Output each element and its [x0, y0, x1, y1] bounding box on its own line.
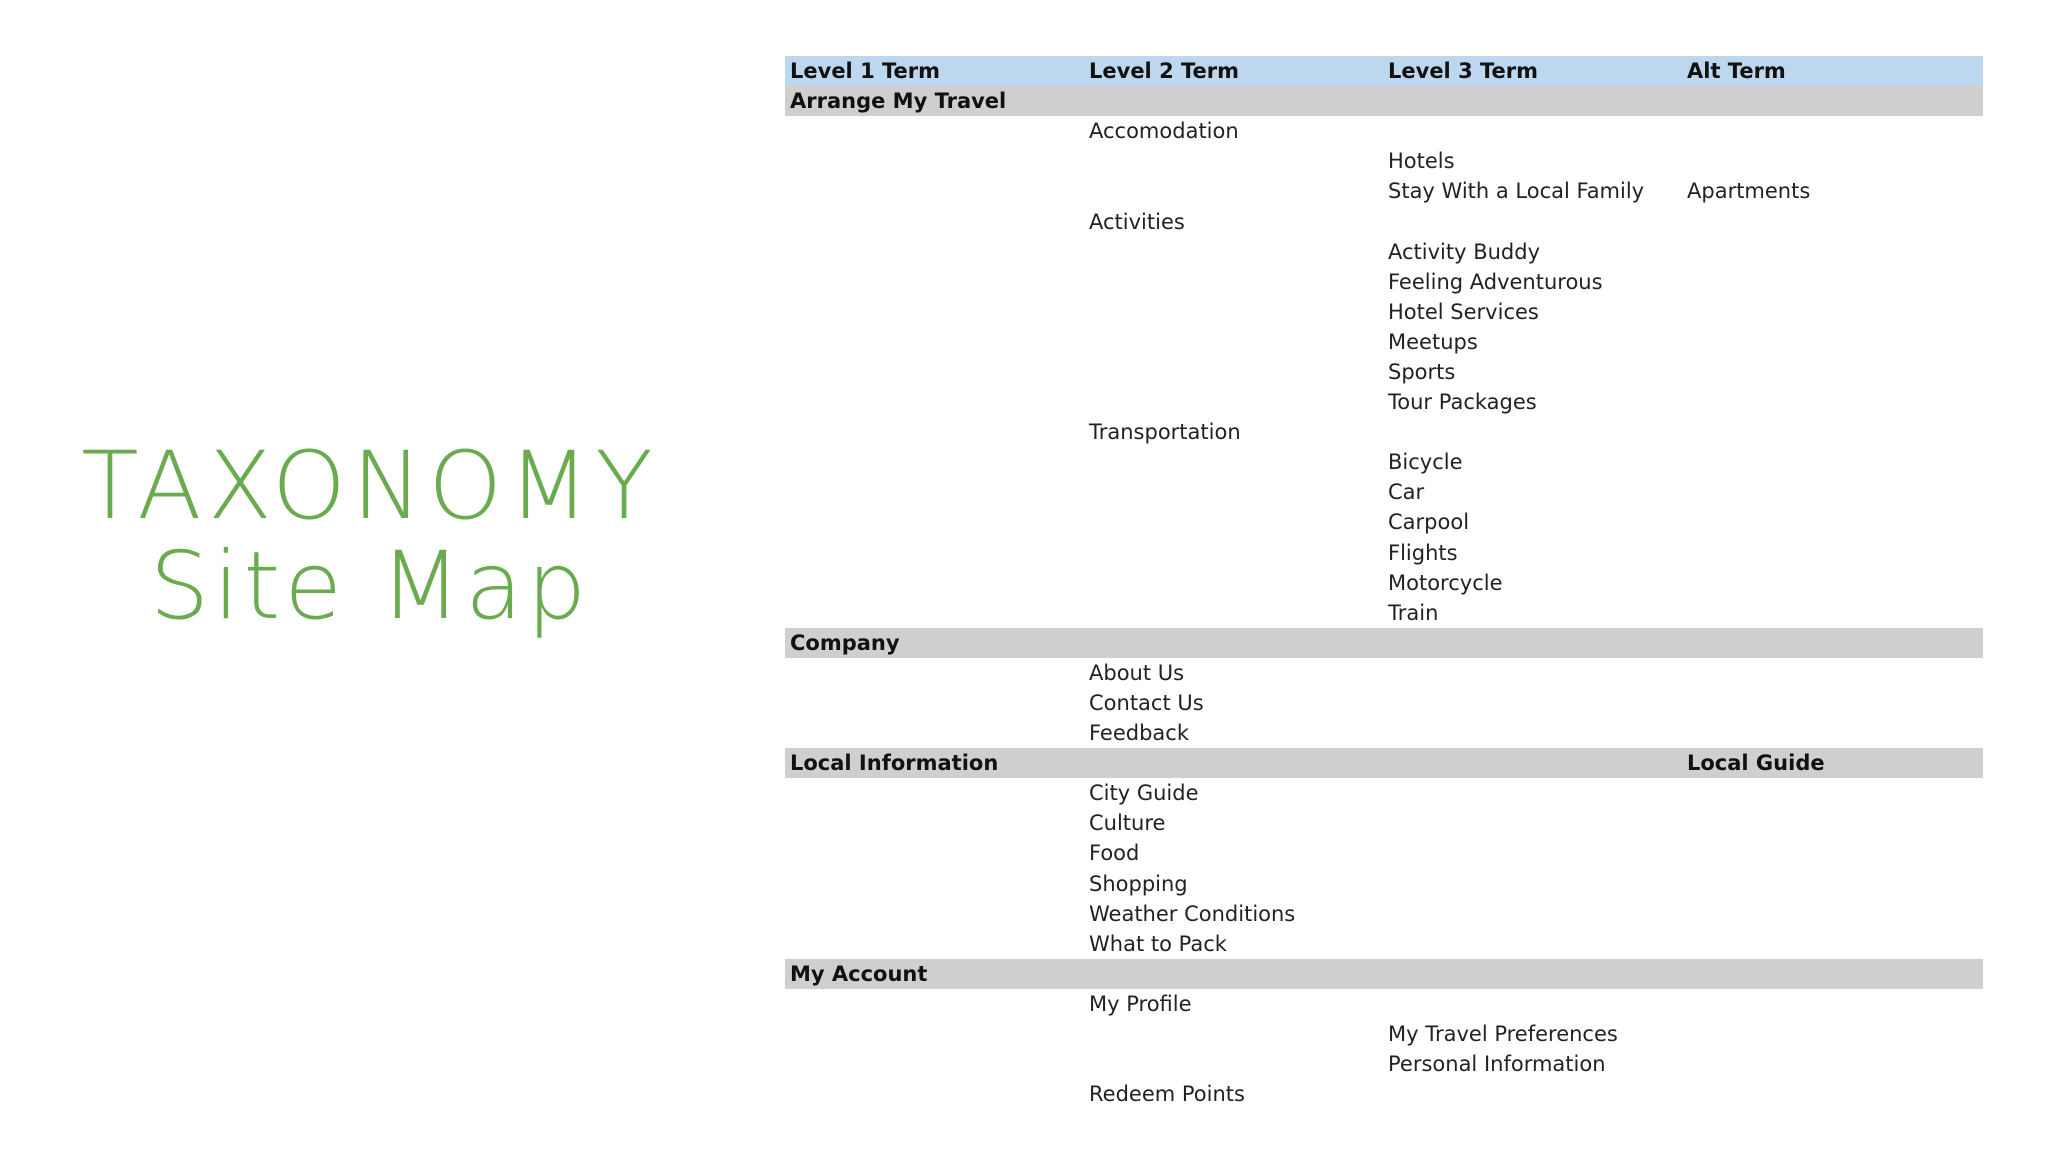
alt-term-cell: Apartments [1687, 179, 1811, 204]
level-2-cell: Weather Conditions [1089, 901, 1296, 926]
table-row [785, 598, 1983, 628]
table-row [785, 808, 1983, 838]
taxonomy-table [785, 56, 1983, 1109]
level-3-cell: Sports [1388, 359, 1456, 384]
section-row [785, 628, 1983, 658]
table-row [785, 538, 1983, 568]
table-row [785, 507, 1983, 537]
table-row [785, 1079, 1983, 1109]
level-2-cell: About Us [1089, 660, 1185, 685]
level-3-cell: Flights [1388, 540, 1458, 565]
table-row [785, 989, 1983, 1019]
section-row [785, 959, 1983, 989]
table-row [785, 568, 1983, 598]
table-row [785, 1019, 1983, 1049]
table-row [785, 778, 1983, 808]
level-3-cell: Meetups [1388, 329, 1478, 354]
alt-term-cell: Local Guide [1687, 751, 1825, 776]
level-2-cell: Transportation [1089, 420, 1241, 445]
level-3-cell: My Travel Preferences [1388, 1022, 1618, 1047]
level-3-cell: Car [1388, 480, 1425, 505]
table-row [785, 176, 1983, 206]
table-row [785, 327, 1983, 357]
table-row [785, 929, 1983, 959]
level-2-cell: Food [1089, 841, 1140, 866]
table-body [785, 86, 1983, 1109]
table-row [785, 237, 1983, 267]
table-row [785, 658, 1983, 688]
level-3-cell: Carpool [1388, 510, 1470, 535]
table-row [785, 357, 1983, 387]
table-row [785, 267, 1983, 297]
level-2-cell: My Profile [1089, 991, 1192, 1016]
level-2-cell: Activities [1089, 209, 1185, 234]
table-header-row [785, 56, 1983, 86]
table-row [785, 1049, 1983, 1079]
table-row [785, 869, 1983, 899]
level-1-cell: Arrange My Travel [790, 89, 1007, 114]
level-3-cell: Stay With a Local Family [1388, 179, 1645, 204]
table-row [785, 417, 1983, 447]
level-1-cell: Local Information [790, 751, 999, 776]
section-row [785, 86, 1983, 116]
table-row [785, 447, 1983, 477]
title-site-map: Site Map [149, 532, 591, 641]
header-level-3: Level 3 Term [1388, 59, 1539, 84]
level-3-cell: Bicycle [1388, 450, 1463, 475]
table-row [785, 688, 1983, 718]
level-3-cell: Hotels [1388, 149, 1455, 174]
table-row [785, 206, 1983, 236]
level-2-cell: Feedback [1089, 721, 1190, 746]
level-1-cell: Company [790, 630, 900, 655]
level-2-cell: Redeem Points [1089, 1082, 1245, 1107]
table-row [785, 899, 1983, 929]
level-2-cell: Shopping [1089, 871, 1188, 896]
title-taxonomy: TAXONOMY [81, 432, 659, 541]
level-3-cell: Feeling Adventurous [1388, 269, 1603, 294]
level-2-cell: City Guide [1089, 781, 1199, 806]
level-1-cell: My Account [790, 961, 928, 986]
level-3-cell: Motorcycle [1388, 570, 1503, 595]
level-3-cell: Train [1388, 600, 1439, 625]
level-2-cell: What to Pack [1089, 931, 1227, 956]
level-2-cell: Contact Us [1089, 691, 1204, 716]
level-3-cell: Hotel Services [1388, 299, 1539, 324]
slide-title [40, 432, 700, 641]
table-row [785, 477, 1983, 507]
table-row [785, 387, 1983, 417]
table-row [785, 116, 1983, 146]
header-alt-term: Alt Term [1687, 59, 1786, 84]
table-row [785, 718, 1983, 748]
level-3-cell: Personal Information [1388, 1052, 1606, 1077]
table-row [785, 838, 1983, 868]
level-3-cell: Tour Packages [1388, 390, 1537, 415]
header-level-1: Level 1 Term [790, 59, 941, 84]
header-level-2: Level 2 Term [1089, 59, 1240, 84]
level-2-cell: Accomodation [1089, 119, 1239, 144]
level-3-cell: Activity Buddy [1388, 239, 1541, 264]
table-row [785, 297, 1983, 327]
section-row [785, 748, 1983, 778]
table-row [785, 146, 1983, 176]
level-2-cell: Culture [1089, 811, 1166, 836]
